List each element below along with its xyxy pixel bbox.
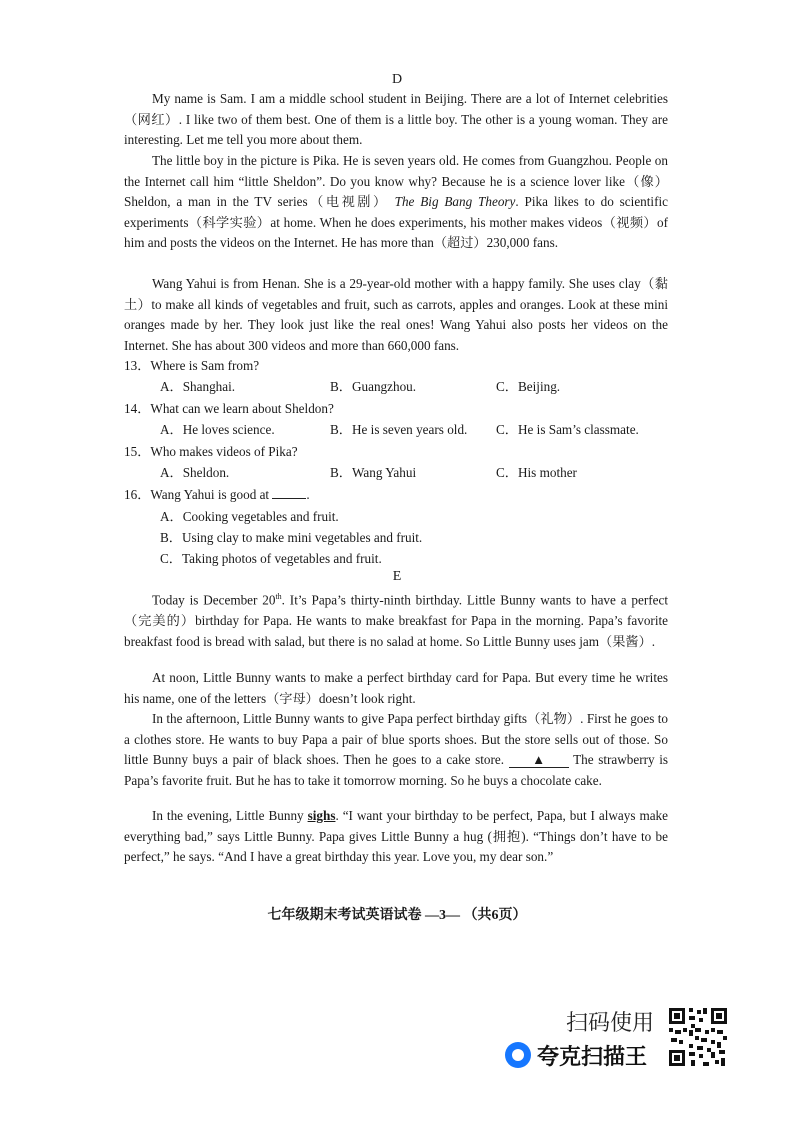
paragraph-text: . Pika likes to do scientific experiments（科学实验）at home. When he does experiments, his mother makes videos（视频）of him and posts the videos on the Internet. He has more than（超过）230,000 fans. — [124, 194, 669, 251]
option-b: B．He is seven years old. — [330, 422, 468, 437]
scan-prompt: 扫码使用 — [566, 1011, 655, 1036]
question-text: Wang Yahui is good at — [150, 487, 270, 502]
question-number: 16． — [124, 487, 151, 502]
page-footer: 七年级期末考试英语试卷 —3— （共6页） — [267, 908, 527, 923]
answer-blank-triangle: ▲ — [509, 753, 569, 768]
question-13 — [124, 356, 259, 376]
paragraph-text: In the afternoon, Little Bunny wants to give Papa perfect birthday gifts（礼物）. First he goes to a clothes store. He wants to buy Papa a pair of blue sports shoes. But the store sells out of those. So little Bunny buys a pair of black shoes. Then he goes to a cake store. — [124, 711, 668, 768]
paragraph-text: The little boy in the picture is Pika. He is seven years old. He comes from Guangzhou. People on the Internet call him “little Sheldon”. Do you know why? Because he is a science lover like（像）Sheldon, a man in the TV series（电视剧） — [124, 153, 668, 210]
paragraph-text: . It’s Papa’s thirty-ninth birthday. Little Bunny wants to have a perfect（完美的）birthday for Papa. He wants to make breakfast for Papa in the morning. Papa’s favorite breakfast food is bread with salad, but there is no salad at home. So Little Bunny uses jam（果酱）. — [124, 592, 668, 649]
answer-blank — [272, 486, 306, 499]
question-number: 13． — [124, 358, 151, 373]
option-a: A．Sheldon. — [160, 465, 230, 480]
section-e-paragraph-3 — [124, 709, 668, 791]
paragraph-text: My name is Sam. I am a middle school student in Beijing. There are a lot of Internet celebrities（网红）. I like two of them best. One of them is a little boy. The other is a young woman. They are interesting. Let me tell you more about them. — [124, 91, 668, 148]
question-16 — [124, 485, 310, 505]
section-e-paragraph-1 — [124, 587, 668, 652]
paragraph-text: . “I want your birthday to be perfect, Papa, but I always make everything bad,” says Little Bunny. Papa gives Little Bunny a hug (拥抱). “Things don’t have to be perfect,” he says. “And I have a great birthday this year. Love you, my dear son.” — [124, 808, 668, 865]
option-a: A．He loves science. — [160, 422, 275, 437]
paragraph-text: Today is December 20 — [152, 592, 276, 608]
option-c: C．His mother — [496, 465, 577, 480]
section-d-title: D — [391, 72, 403, 87]
paragraph-text: At noon, Little Bunny wants to make a perfect birthday card for Papa. But every time he writes his name, one of the letters（字母）doesn’t look right. — [124, 670, 668, 706]
option-a: A．Cooking vegetables and fruit. — [160, 509, 339, 524]
section-d-paragraph-1 — [124, 89, 668, 151]
option-c: C．Beijing. — [496, 379, 561, 394]
option-b: B．Using clay to make mini vegetables and fruit. — [160, 530, 423, 545]
option-c: C．He is Sam’s classmate. — [496, 422, 639, 437]
option-c: C．Taking photos of vegetables and fruit. — [160, 551, 382, 566]
quark-logo-icon — [505, 1042, 531, 1068]
section-d-paragraph-2 — [124, 151, 668, 254]
paragraph-text: Wang Yahui is from Henan. She is a 29-year-old mother with a happy family. She uses clay（黏土）to make all kinds of vegetables and fruit, such as carrots, apples and oranges. Look at these mini oranges made by her. They look just like the real ones! Wang Yahui also posts her videos on the Internet. She has about 300 videos and more than 660,000 fans. — [124, 276, 668, 353]
question-number: 15． — [124, 444, 151, 459]
question-14 — [124, 399, 334, 419]
option-b: B．Wang Yahui — [330, 465, 417, 480]
question-text: Where is Sam from? — [150, 358, 260, 373]
option-b: B．Guangzhou. — [330, 379, 417, 394]
section-d-paragraph-3 — [124, 274, 668, 356]
option-a: A．Shanghai. — [160, 379, 236, 394]
question-number: 14． — [124, 401, 151, 416]
superscript: th — [275, 592, 282, 601]
question-text: Who makes videos of Pika? — [150, 444, 298, 459]
tv-series-title: The Big Bang Theory — [394, 194, 516, 210]
paragraph-text: In the evening, Little Bunny — [152, 808, 304, 823]
section-e-paragraph-2 — [124, 668, 668, 709]
brand-name: 夸克扫描王 — [537, 1044, 648, 1070]
qr-code-icon — [667, 1006, 729, 1068]
underlined-word: sighs — [307, 808, 336, 823]
section-e-title: E — [392, 569, 402, 584]
question-15 — [124, 442, 298, 462]
section-e-paragraph-4 — [124, 806, 668, 868]
question-text: What can we learn about Sheldon? — [150, 401, 334, 416]
scanner-brand — [505, 1041, 647, 1069]
paragraph-text: The strawberry is Papa’s favorite fruit. But he has to take it tomorrow morning. So he buys a chocolate cake. — [124, 752, 669, 788]
question-end: . — [306, 487, 310, 502]
